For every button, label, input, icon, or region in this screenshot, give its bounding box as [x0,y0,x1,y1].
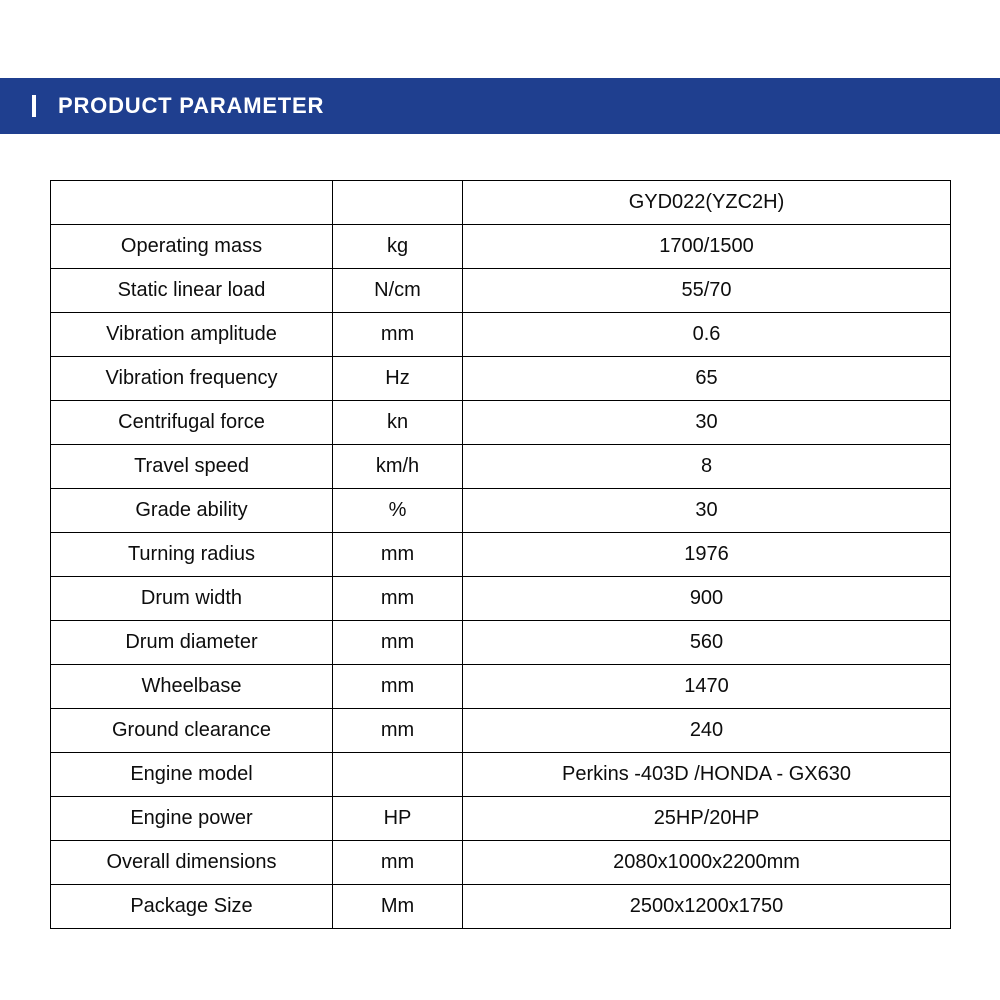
cell-parameter-name: Engine power [51,797,333,841]
cell-parameter-value: 65 [463,357,951,401]
cell-parameter-name: Engine model [51,753,333,797]
cell-parameter-unit: HP [333,797,463,841]
table-row [51,797,951,841]
cell-parameter-value: 2080x1000x2200mm [463,841,951,885]
cell-parameter-unit: mm [333,665,463,709]
cell-parameter-name: Travel speed [51,445,333,489]
cell-parameter-unit: kn [333,401,463,445]
cell-parameter-unit: mm [333,577,463,621]
section-header-bar [0,78,1000,134]
table-row [51,357,951,401]
header-cell-model: GYD022(YZC2H) [463,181,951,225]
cell-parameter-value: 1976 [463,533,951,577]
table-row [51,709,951,753]
cell-parameter-value: 900 [463,577,951,621]
table-row [51,753,951,797]
cell-parameter-unit: mm [333,313,463,357]
table-row [51,665,951,709]
cell-parameter-value: 8 [463,445,951,489]
cell-parameter-name: Drum diameter [51,621,333,665]
table-row [51,225,951,269]
header-cell-unit [333,181,463,225]
table-row [51,577,951,621]
cell-parameter-value: 1700/1500 [463,225,951,269]
cell-parameter-value: 0.6 [463,313,951,357]
cell-parameter-unit: mm [333,841,463,885]
table-row [51,489,951,533]
table-header-row [51,181,951,225]
cell-parameter-unit: kg [333,225,463,269]
specification-table [50,180,951,929]
cell-parameter-name: Operating mass [51,225,333,269]
table-row [51,269,951,313]
cell-parameter-name: Centrifugal force [51,401,333,445]
cell-parameter-unit: km/h [333,445,463,489]
cell-parameter-unit: mm [333,621,463,665]
page-title: PRODUCT PARAMETER [58,93,325,118]
table-row [51,533,951,577]
cell-parameter-unit: mm [333,533,463,577]
table-row [51,445,951,489]
cell-parameter-value: Perkins -403D /HONDA - GX630 [463,753,951,797]
cell-parameter-name: Static linear load [51,269,333,313]
cell-parameter-value: 2500x1200x1750 [463,885,951,929]
cell-parameter-name: Wheelbase [51,665,333,709]
cell-parameter-value: 25HP/20HP [463,797,951,841]
cell-parameter-value: 560 [463,621,951,665]
cell-parameter-unit: Mm [333,885,463,929]
cell-parameter-value: 1470 [463,665,951,709]
cell-parameter-name: Drum width [51,577,333,621]
table-row [51,313,951,357]
cell-parameter-value: 240 [463,709,951,753]
cell-parameter-unit [333,753,463,797]
cell-parameter-name: Vibration amplitude [51,313,333,357]
table-row [51,885,951,929]
cell-parameter-name: Ground clearance [51,709,333,753]
cell-parameter-unit: % [333,489,463,533]
cell-parameter-name: Package Size [51,885,333,929]
cell-parameter-unit: N/cm [333,269,463,313]
cell-parameter-value: 55/70 [463,269,951,313]
cell-parameter-unit: Hz [333,357,463,401]
cell-parameter-value: 30 [463,401,951,445]
table-row [51,401,951,445]
table-row [51,621,951,665]
specification-table-wrapper [50,180,950,929]
cell-parameter-name: Vibration frequency [51,357,333,401]
cell-parameter-name: Overall dimensions [51,841,333,885]
header-accent-bar [32,95,36,117]
cell-parameter-name: Grade ability [51,489,333,533]
cell-parameter-unit: mm [333,709,463,753]
cell-parameter-value: 30 [463,489,951,533]
header-cell-name [51,181,333,225]
table-row [51,841,951,885]
specification-table-body [51,181,951,929]
cell-parameter-name: Turning radius [51,533,333,577]
